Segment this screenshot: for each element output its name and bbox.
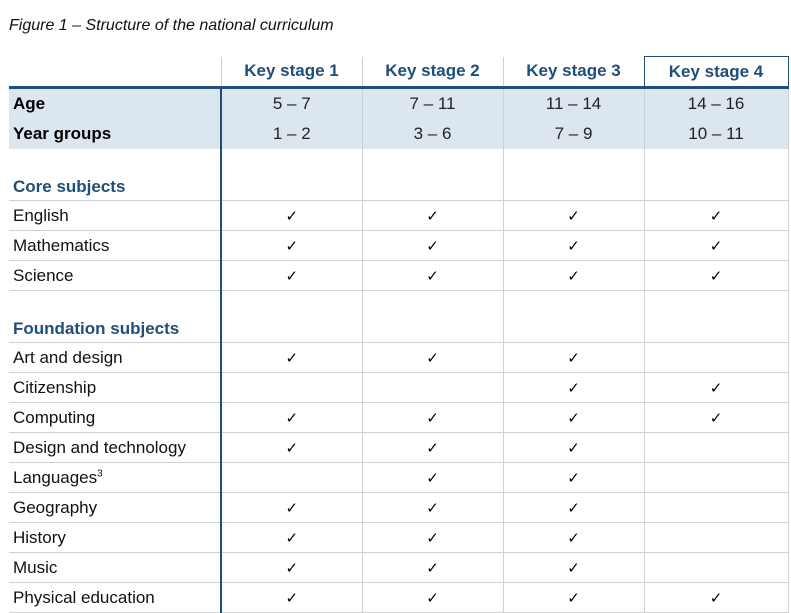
check-icon: ✓: [285, 236, 299, 255]
tick-cell: [362, 463, 503, 493]
check-icon: ✓: [285, 266, 299, 285]
figure-title: Figure 1 – Structure of the national curriculum: [9, 17, 334, 34]
tick-cell: [221, 553, 362, 583]
tick-cell: [221, 433, 362, 463]
check-icon: ✓: [567, 236, 580, 255]
check-icon: ✓: [567, 378, 580, 397]
subject-name-text: English: [13, 205, 69, 225]
key-stage-header-row: [9, 57, 788, 88]
check-icon: ✓: [426, 266, 439, 285]
core-subjects-label: Core subjects: [9, 149, 221, 201]
empty-cell: [221, 463, 362, 493]
header-blank-cell: [9, 57, 221, 88]
tick-cell: [221, 583, 362, 613]
empty-cell: [644, 291, 788, 343]
check-icon: ✓: [709, 378, 723, 397]
tick-cell: [503, 463, 644, 493]
subject-name: [9, 583, 221, 613]
tick-cell: [503, 231, 644, 261]
subject-name-text: Geography: [13, 497, 98, 517]
age-row: [9, 88, 788, 120]
tick-cell: [221, 343, 362, 373]
check-icon: ✓: [567, 438, 580, 457]
subject-name: [9, 493, 221, 523]
tick-cell: [503, 433, 644, 463]
age-value: 11 – 14: [503, 88, 644, 120]
subject-row: [9, 433, 788, 463]
tick-cell: [644, 373, 788, 403]
tick-cell: [362, 553, 503, 583]
check-icon: ✓: [285, 408, 299, 427]
subject-name-text: Science: [13, 265, 74, 285]
subject-row: [9, 403, 788, 433]
age-value: 5 – 7: [221, 88, 362, 120]
check-icon: ✓: [709, 266, 723, 285]
tick-cell: [644, 583, 788, 613]
empty-cell: [644, 433, 788, 463]
key-stage-1-header: Key stage 1: [221, 57, 362, 88]
curriculum-table: [9, 56, 789, 613]
foundation-subjects-label: Foundation subjects: [9, 291, 221, 343]
subject-row: [9, 463, 788, 493]
empty-cell: [644, 149, 788, 201]
subject-name: [9, 553, 221, 583]
check-icon: ✓: [567, 408, 580, 427]
subject-name-text: Music: [13, 557, 58, 577]
check-icon: ✓: [567, 206, 580, 225]
year-groups-row: [9, 119, 788, 149]
tick-cell: [362, 493, 503, 523]
empty-cell: [644, 493, 788, 523]
check-icon: ✓: [567, 588, 580, 607]
check-icon: ✓: [426, 468, 439, 487]
tick-cell: [362, 231, 503, 261]
subject-name-text: Computing: [13, 407, 96, 427]
check-icon: ✓: [285, 588, 299, 607]
tick-cell: [221, 201, 362, 231]
check-icon: ✓: [285, 348, 299, 367]
tick-cell: [644, 261, 788, 291]
check-icon: ✓: [709, 408, 723, 427]
tick-cell: [362, 583, 503, 613]
tick-cell: [503, 553, 644, 583]
empty-cell: [644, 343, 788, 373]
subject-row: [9, 261, 788, 291]
age-value: 14 – 16: [644, 88, 788, 120]
tick-cell: [503, 403, 644, 433]
tick-cell: [503, 373, 644, 403]
tick-cell: [221, 493, 362, 523]
tick-cell: [221, 523, 362, 553]
subject-name: [9, 403, 221, 433]
year-groups-value: 10 – 11: [644, 119, 788, 149]
subject-name-text: Languages: [13, 467, 98, 487]
subject-row: [9, 343, 788, 373]
tick-cell: [644, 231, 788, 261]
subject-name: [9, 201, 221, 231]
check-icon: ✓: [567, 348, 580, 367]
year-groups-value: 1 – 2: [221, 119, 362, 149]
tick-cell: [221, 403, 362, 433]
subject-row: [9, 583, 788, 613]
subject-name: [9, 433, 221, 463]
age-value: 7 – 11: [362, 88, 503, 120]
subject-name: [9, 373, 221, 403]
check-icon: ✓: [426, 528, 439, 547]
subject-name-text: Art and design: [13, 347, 123, 367]
empty-cell: [644, 553, 788, 583]
subject-row: [9, 523, 788, 553]
subject-name-text: Design and technology: [13, 437, 186, 457]
check-icon: ✓: [567, 528, 580, 547]
tick-cell: [362, 201, 503, 231]
tick-cell: [362, 403, 503, 433]
tick-cell: [362, 433, 503, 463]
check-icon: ✓: [426, 408, 439, 427]
key-stage-4-header: Key stage 4: [644, 57, 788, 88]
tick-cell: [221, 231, 362, 261]
check-icon: ✓: [426, 206, 439, 225]
subject-row: [9, 553, 788, 583]
tick-cell: [362, 523, 503, 553]
key-stage-2-header: Key stage 2: [362, 57, 503, 88]
subject-name-text: Physical education: [13, 587, 155, 607]
year-groups-label: Year groups: [9, 119, 221, 149]
core-subjects-header-row: [9, 149, 788, 201]
empty-cell: [362, 373, 503, 403]
tick-cell: [644, 403, 788, 433]
tick-cell: [362, 343, 503, 373]
key-stage-3-header: Key stage 3: [503, 57, 644, 88]
check-icon: ✓: [426, 588, 439, 607]
subject-row: [9, 373, 788, 403]
check-icon: ✓: [285, 498, 299, 517]
check-icon: ✓: [426, 348, 439, 367]
check-icon: ✓: [709, 206, 723, 225]
subject-name-text: Mathematics: [13, 235, 110, 255]
empty-cell: [503, 291, 644, 343]
check-icon: ✓: [285, 206, 299, 225]
tick-cell: [503, 523, 644, 553]
subject-row: [9, 201, 788, 231]
subject-name: [9, 231, 221, 261]
subject-name-text: History: [13, 527, 66, 547]
check-icon: ✓: [426, 558, 439, 577]
check-icon: ✓: [567, 468, 580, 487]
empty-cell: [362, 291, 503, 343]
empty-cell: [362, 149, 503, 201]
empty-cell: [221, 149, 362, 201]
subject-row: [9, 231, 788, 261]
subject-row: [9, 493, 788, 523]
empty-cell: [221, 373, 362, 403]
tick-cell: [503, 343, 644, 373]
subject-name: [9, 463, 221, 493]
check-icon: ✓: [285, 438, 299, 457]
age-label: Age: [9, 88, 221, 120]
check-icon: ✓: [285, 528, 299, 547]
tick-cell: [503, 583, 644, 613]
check-icon: ✓: [567, 558, 580, 577]
subject-name: [9, 261, 221, 291]
subject-name-text: Citizenship: [13, 377, 97, 397]
tick-cell: [503, 493, 644, 523]
check-icon: ✓: [426, 498, 439, 517]
tick-cell: [362, 261, 503, 291]
footnote-marker: 3: [97, 467, 103, 479]
check-icon: ✓: [426, 438, 439, 457]
year-groups-value: 7 – 9: [503, 119, 644, 149]
subject-name: [9, 343, 221, 373]
tick-cell: [503, 261, 644, 291]
year-groups-value: 3 – 6: [362, 119, 503, 149]
tick-cell: [644, 201, 788, 231]
empty-cell: [221, 291, 362, 343]
foundation-subjects-header-row: [9, 291, 788, 343]
check-icon: ✓: [567, 266, 580, 285]
check-icon: ✓: [709, 588, 723, 607]
check-icon: ✓: [567, 498, 580, 517]
check-icon: ✓: [709, 236, 723, 255]
tick-cell: [221, 261, 362, 291]
empty-cell: [644, 463, 788, 493]
check-icon: ✓: [285, 558, 299, 577]
tick-cell: [503, 201, 644, 231]
check-icon: ✓: [426, 236, 439, 255]
empty-cell: [644, 523, 788, 553]
subject-name: [9, 523, 221, 553]
empty-cell: [503, 149, 644, 201]
